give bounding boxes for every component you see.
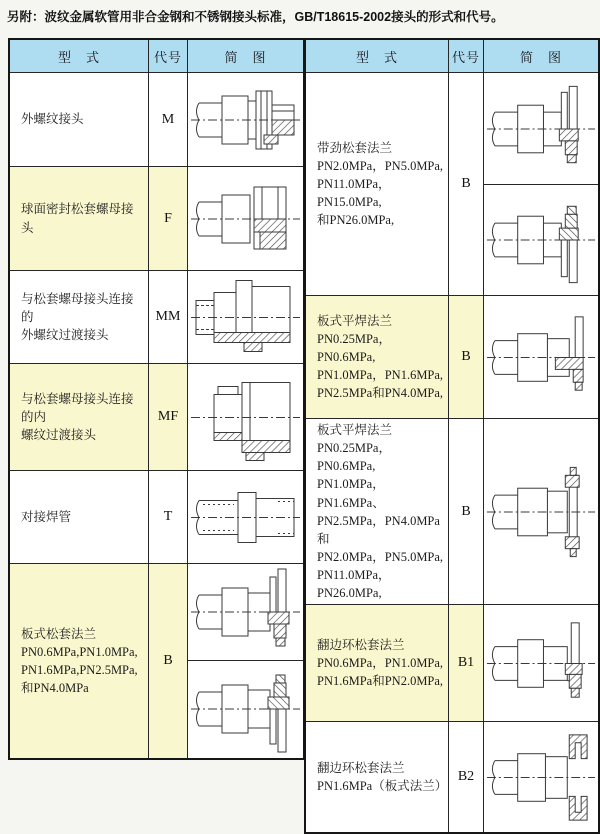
- joint-code-cell: MM: [149, 271, 188, 364]
- joint-diagram-cell: [484, 73, 600, 296]
- joint-code-cell: T: [149, 471, 188, 564]
- table-row: [305, 73, 599, 296]
- joint-type-text-line: PN2.5MPa，PN4.0MPa和: [317, 513, 440, 546]
- joint-type-cell: [305, 73, 449, 296]
- joint-type-cell: [305, 605, 449, 722]
- joint-type-text-line: 板式平焊法兰: [317, 423, 393, 437]
- diagram-female-adapter-fitting: [188, 365, 303, 470]
- joint-type-cell: [9, 471, 149, 564]
- joint-type-text-line: 与松套螺母接头连接的: [21, 291, 134, 324]
- header-diagram: 简 图: [188, 39, 305, 73]
- joint-type-text-line: 外螺纹接头: [21, 112, 84, 127]
- joint-type-text-line: 与松套螺母接头连接的内: [21, 391, 134, 424]
- diagram-stack: [484, 723, 598, 832]
- joint-diagram-cell: [484, 419, 600, 605]
- joint-type-text-line: 球面密封松套螺母接头: [21, 202, 134, 235]
- joint-type-cell: [305, 419, 449, 605]
- diagram-pane: [484, 606, 598, 721]
- header-diagram: 简 图: [484, 39, 600, 73]
- joint-diagram-cell: [188, 564, 305, 759]
- joint-type-text-line: PN11.0MPa，PN15.0MPa,: [317, 176, 391, 210]
- joint-type-text-line: 对接焊管: [21, 509, 72, 524]
- diagram-stack: [188, 365, 303, 470]
- diagram-neck-loose-flange-up: [484, 74, 598, 184]
- joint-type-text-line: PN0.6MPa,PN1.0MPa,: [21, 644, 138, 659]
- diagram-pane: [188, 660, 303, 757]
- joint-code-cell: B2: [449, 722, 484, 833]
- joint-type-text-line: PN1.6MPa,PN2.5MPa,: [21, 662, 138, 677]
- diagram-stack: [188, 472, 303, 563]
- joint-type-text-line: 外螺纹过渡接头: [21, 328, 109, 343]
- joint-type-text-line: PN2.0MPa，PN5.0MPa,: [317, 158, 444, 173]
- joint-code-cell: M: [149, 73, 188, 167]
- diagram-male-adapter-fitting: [188, 272, 303, 363]
- diagram-pane: [484, 74, 598, 184]
- diagram-stack: [188, 272, 303, 363]
- joint-type-text-line: 翻边环松套法兰: [317, 638, 405, 653]
- joint-diagram-cell: [484, 722, 600, 833]
- joint-diagram-cell: [188, 167, 305, 271]
- joint-type-cell: [9, 564, 149, 759]
- diagram-neck-loose-flange-down: [484, 185, 598, 295]
- table-row: [305, 722, 599, 833]
- joint-diagram-cell: [188, 73, 305, 167]
- table-row: [305, 605, 599, 722]
- joint-type-text-line: PN2.5MPa和PN4.0MPa,: [317, 386, 444, 401]
- joint-code-cell: B: [449, 419, 484, 605]
- joint-type-text-line: 带劲松套法兰: [317, 140, 393, 155]
- diagram-pane: [188, 564, 303, 660]
- diagram-stack: [188, 564, 303, 757]
- joint-type-text-line: 翻边环松套法兰: [317, 760, 405, 775]
- diagram-butt-weld-pipe: [188, 472, 303, 563]
- table-row: [305, 296, 599, 419]
- joint-type-text-line: PN1.6MPa和PN2.0MPa,: [317, 674, 444, 689]
- diagram-pane: [188, 365, 303, 470]
- joint-code-cell: MF: [149, 364, 188, 471]
- table-row: [9, 364, 304, 471]
- joint-type-text-line: PN0.6MPa，PN1.0MPa,: [317, 656, 444, 671]
- joint-type-text-line: PN2.0MPa，PN5.0MPa,: [317, 549, 444, 564]
- header-type: 型 式: [9, 39, 149, 73]
- diagram-spherical-swivel-nut-fitting: [188, 168, 303, 270]
- joint-type-text-line: 板式平焊法兰: [317, 313, 393, 328]
- joint-type-cell: [9, 271, 149, 364]
- diagram-pane: [484, 297, 598, 418]
- diagram-pane: [188, 472, 303, 563]
- joint-type-text-line: 板式松套法兰: [21, 626, 97, 641]
- diagram-plate-loose-flange-down: [188, 661, 303, 757]
- joint-type-text-line: PN1.0MPa，PN1.6MPa,: [317, 368, 444, 383]
- diagram-stack: [484, 606, 598, 721]
- joint-type-cell: [9, 73, 149, 167]
- diagram-stack: [484, 457, 598, 567]
- page-title: 另附：波纹金属软管用非合金钢和不锈钢接头标准，GB/T18615-2002接头的形式和代号。: [7, 10, 504, 24]
- diagram-stack: [188, 168, 303, 270]
- joint-type-cell: [305, 722, 449, 833]
- joint-table-left: [8, 38, 305, 760]
- joint-code-cell: B1: [449, 605, 484, 722]
- diagram-plate-weld-flange: [484, 297, 598, 418]
- diagram-stack: [484, 74, 598, 295]
- joint-diagram-cell: [188, 271, 305, 364]
- joint-type-text-line: PN0.25MPa，PN0.6MPa,: [317, 331, 391, 364]
- joint-type-text-line: PN1.6MPa（板式法兰）: [317, 779, 448, 793]
- diagram-pane: [188, 272, 303, 363]
- header-code: 代号: [149, 39, 188, 73]
- joint-diagram-cell: [188, 471, 305, 564]
- joint-type-cell: [305, 296, 449, 419]
- diagram-pane: [484, 184, 598, 295]
- joint-table-right: [304, 38, 600, 834]
- header-code: 代号: [449, 39, 484, 73]
- joint-type-text-line: PN1.0MPa，PN1.6MPa、: [317, 477, 385, 510]
- joint-type-text-line: PN0.25MPa，PN0.6MPa,: [317, 441, 391, 474]
- diagram-male-thread-fitting: [188, 74, 303, 166]
- diagram-lapped-ring-flange: [484, 723, 598, 832]
- table-row: [9, 167, 304, 271]
- joint-type-text-line: 和PN26.0MPa,: [317, 213, 395, 228]
- diagram-pane: [188, 74, 303, 166]
- header-type: 型 式: [305, 39, 449, 73]
- joint-type-cell: [9, 364, 149, 471]
- joint-type-text-line: 和PN4.0MPa: [21, 680, 89, 695]
- joint-diagram-cell: [484, 605, 600, 722]
- diagram-stack: [188, 74, 303, 166]
- diagram-pane: [188, 168, 303, 270]
- diagram-plate-weld-flange-sym: [484, 457, 598, 567]
- table-row: [9, 471, 304, 564]
- joint-diagram-cell: [484, 296, 600, 419]
- joint-diagram-cell: [188, 364, 305, 471]
- joint-type-text-line: 螺纹过渡接头: [21, 428, 97, 443]
- diagram-pane: [484, 723, 598, 832]
- diagram-stack: [484, 297, 598, 418]
- table-row: [9, 73, 304, 167]
- table-row: [9, 564, 304, 759]
- diagram-flared-ring-flange: [484, 606, 598, 721]
- joint-type-text-line: PN11.0MPa，PN26.0MPa,: [317, 568, 391, 601]
- joint-code-cell: B: [449, 296, 484, 419]
- table-row: [305, 419, 599, 605]
- joint-code-cell: B: [149, 564, 188, 759]
- diagram-plate-loose-flange-up: [188, 564, 303, 660]
- joint-type-cell: [9, 167, 149, 271]
- joint-code-cell: B: [449, 73, 484, 296]
- diagram-pane: [484, 457, 598, 567]
- table-row: [9, 271, 304, 364]
- joint-code-cell: F: [149, 167, 188, 271]
